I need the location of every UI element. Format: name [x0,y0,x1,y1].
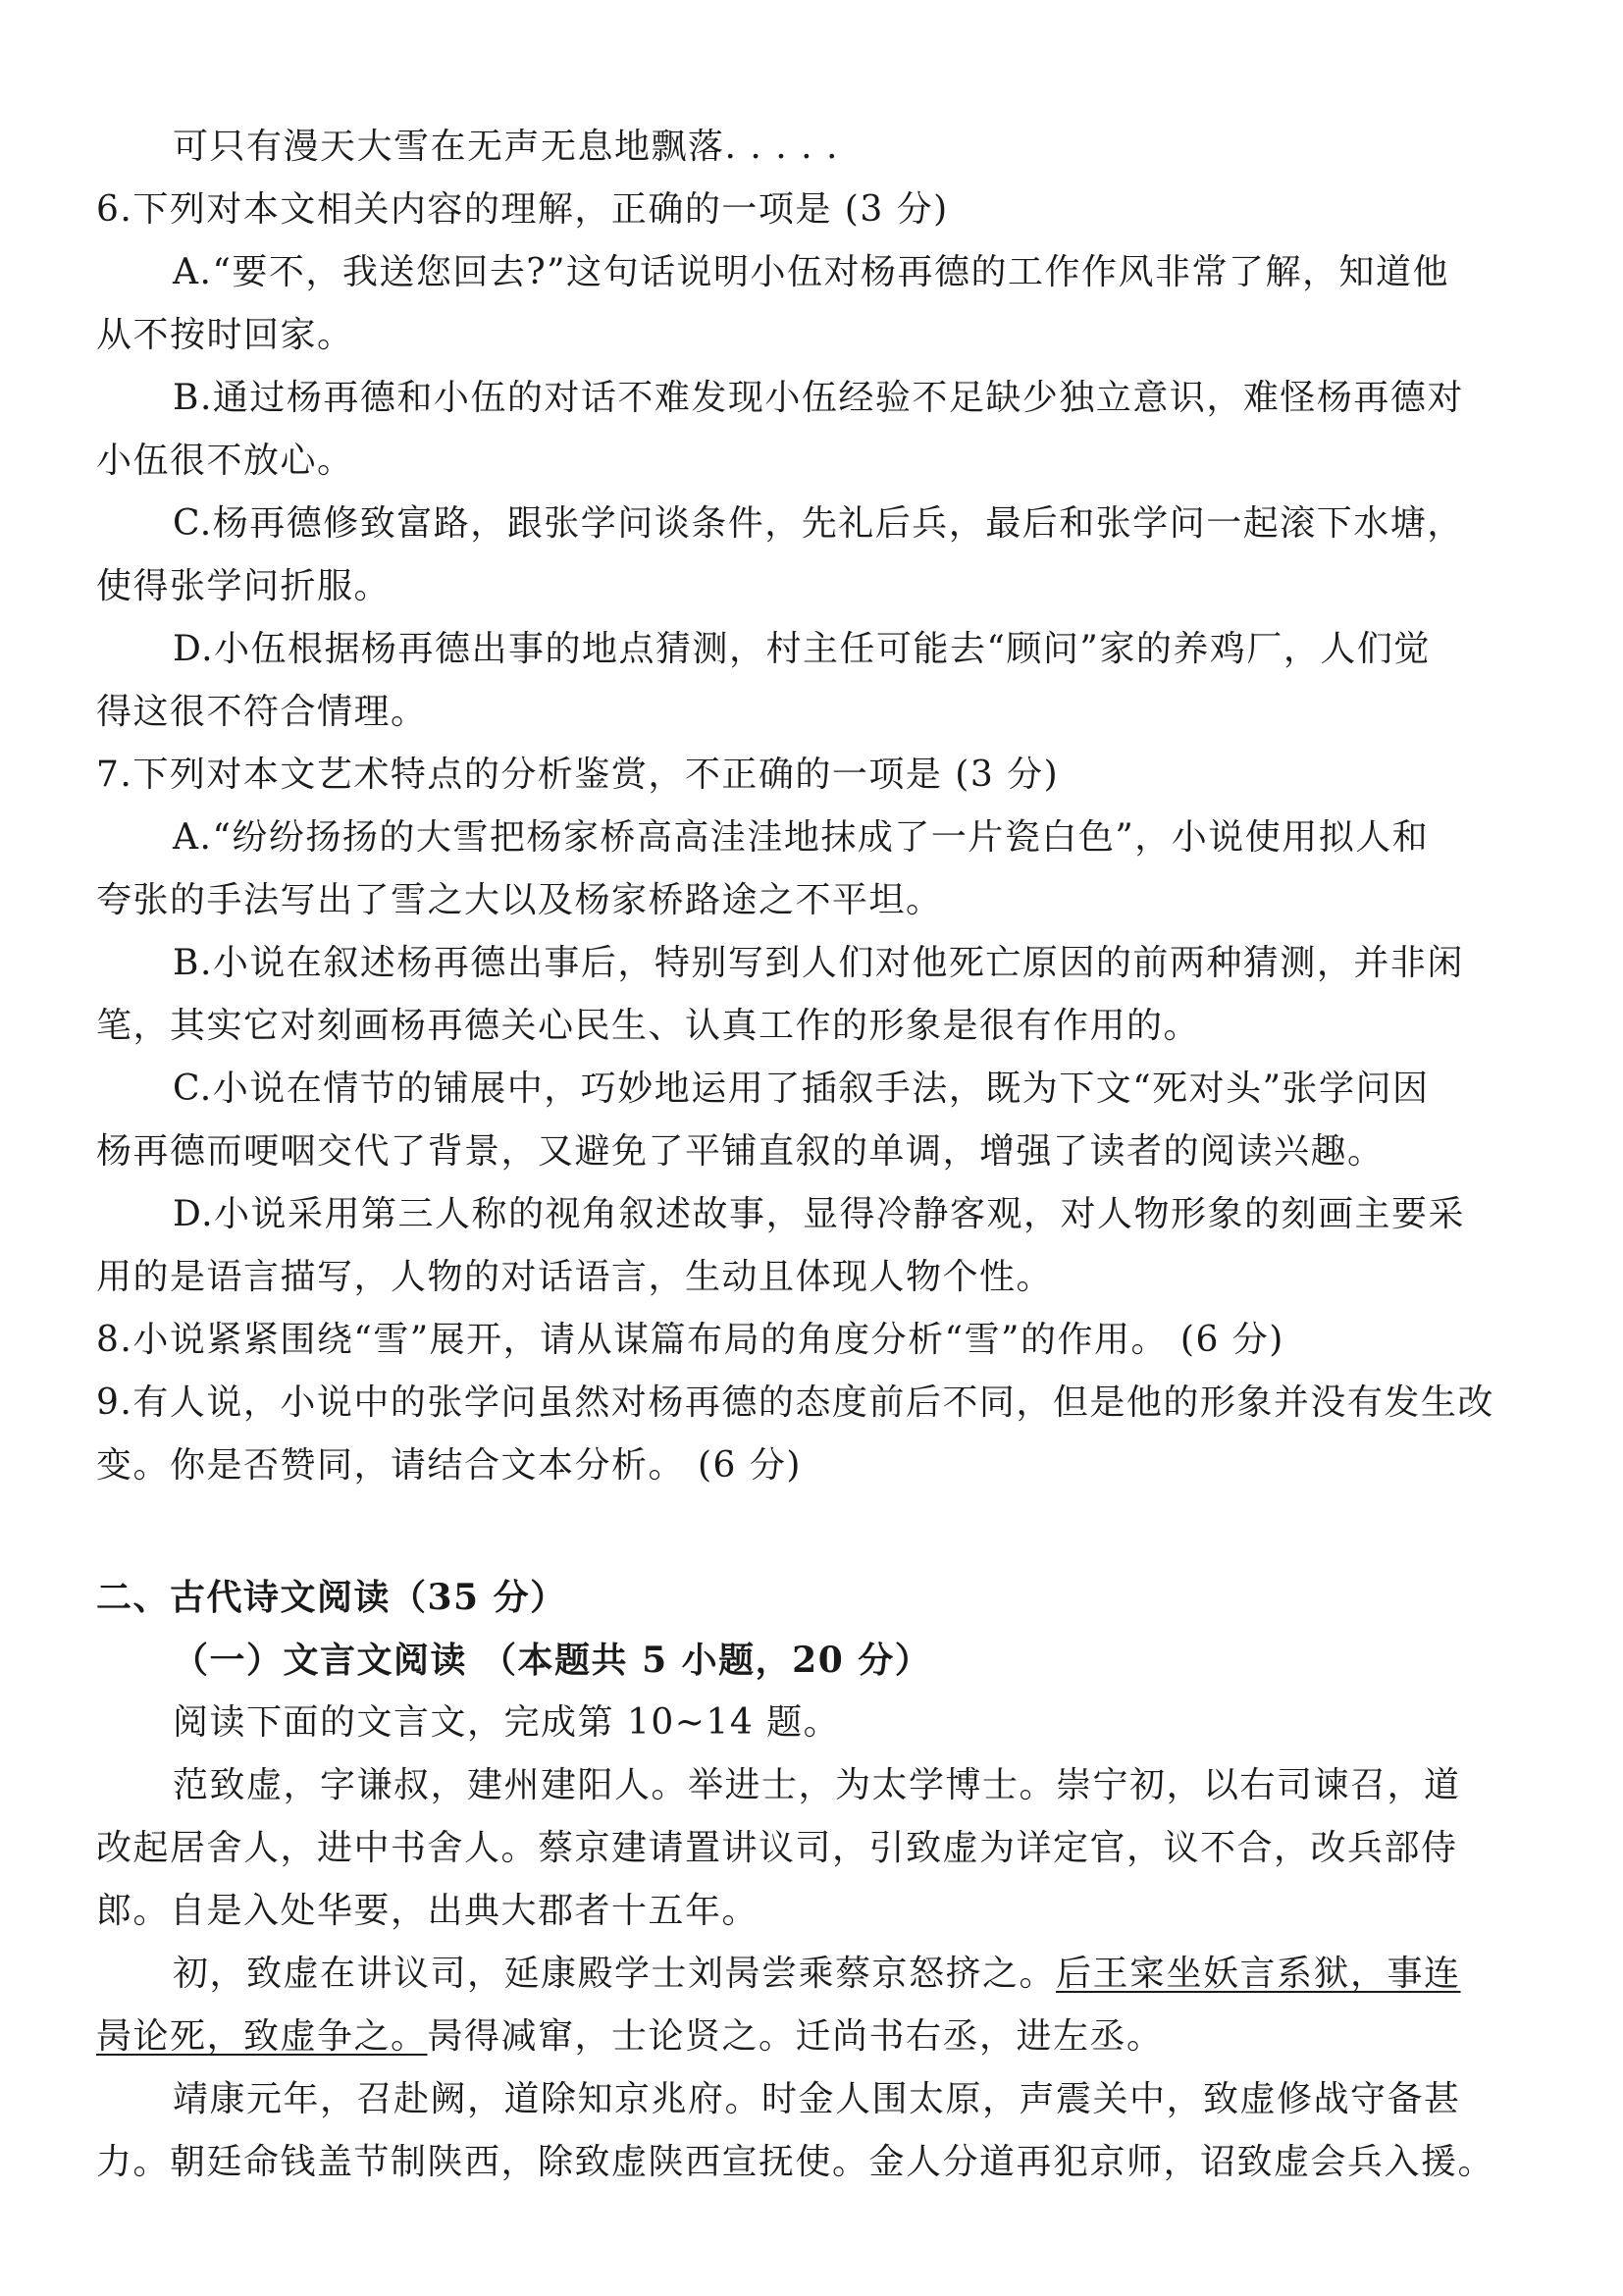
exam-page [96,116,1539,2194]
question-7-option-b: B.小说在叙述杨再德出事后，特别写到人们对他死亡原因的前两种猜测，并非闲 [173,943,1464,983]
section-2-subtitle: （一）文言文阅读 （本题共 5 小题，20 分） [173,1640,932,1681]
passage-p2-text: 初，致虚在讲议司，延康殿学士刘昺尝乘蔡京怒挤之。 [173,1954,1057,1994]
section-2-title: 二、古代诗文阅读（35 分） [96,1577,567,1618]
question-9-cont: 变。你是否赞同，请结合文本分析。 (6 分) [96,1445,802,1486]
question-6-option-a: A.“要不，我送您回去?”这句话说明小伍对杨再德的工作作风非常了解，知道他 [173,252,1450,292]
question-7-option-d-cont: 用的是语言描写，人物的对话语言，生动且体现人物个性。 [96,1257,1054,1297]
question-6-option-b-cont: 小伍很不放心。 [96,441,354,481]
question-6-option-d: D.小伍根据杨再德出事的地点猜测，村主任可能去“顾问”家的养鸡厂，人们觉 [173,629,1431,669]
question-8: 8.小说紧紧围绕“雪”展开，请从谋篇布局的角度分析“雪”的作用。 (6 分) [96,1320,1284,1360]
question-9: 9.有人说，小说中的张学问虽然对杨再德的态度前后不同，但是他的形象并没有发生改 [96,1383,1494,1423]
question-6-stem: 6.下列对本文相关内容的理解，正确的一项是 (3 分) [96,189,949,230]
underlined-sentence: 后王寀坐妖言系狱，事连 [1056,1954,1461,1994]
passage-p3-line2: 力。朝廷命钱盖节制陕西，除致虚陕西宣抚使。金人分道再犯京师，诏致虚会兵入援。 [96,2142,1495,2182]
underlined-sentence-cont: 昺论死，致虚争之。 [96,2016,428,2057]
question-6-option-c: C.杨再德修致富路，跟张学问谈条件，先礼后兵，最后和张学问一起滚下水塘， [173,503,1464,544]
story-closing-line: 可只有漫天大雪在无声无息地飘落. . . . . [173,127,839,167]
question-7-stem: 7.下列对本文艺术特点的分析鉴赏，不正确的一项是 (3 分) [96,755,1060,795]
question-6-option-d-cont: 得这很不符合情理。 [96,692,428,732]
section-2-instruction: 阅读下面的文言文，完成第 10~14 题。 [173,1702,841,1743]
passage-p2-line1 [96,1943,1539,2006]
question-7-option-b-cont: 笔，其实它对刻画杨再德关心民生、认真工作的形象是很有作用的。 [96,1006,1201,1046]
section-spacer [96,1497,1539,1566]
passage-p1-line2: 改起居舍人，进中书舍人。蔡京建请置讲议司，引致虚为详定官，议不合，改兵部侍 [96,1828,1458,1868]
question-7-option-d: D.小说采用第三人称的视角叙述故事，显得冷静客观，对人物形象的刻画主要采 [173,1194,1466,1234]
passage-p1-line1: 范致虚，字谦叔，建州建阳人。举进士，为太学博士。崇宁初，以右司谏召，道 [173,1765,1461,1805]
question-6-option-c-cont: 使得张学问折服。 [96,566,392,606]
question-7-option-c-cont: 杨再德而哽咽交代了背景，又避免了平铺直叙的单调，增强了读者的阅读兴趣。 [96,1131,1385,1172]
question-7-option-c: C.小说在情节的铺展中，巧妙地运用了插叙手法，既为下文“死对头”张学问因 [173,1069,1430,1109]
passage-p2-line2 [96,2006,1539,2068]
passage-p1-line3: 郎。自是入处华要，出典大郡者十五年。 [96,1891,759,1931]
question-7-option-a-cont: 夸张的手法写出了雪之大以及杨家桥路途之不平坦。 [96,880,943,920]
question-6-option-b: B.通过杨再德和小伍的对话不难发现小伍经验不足缺少独立意识，难怪杨再德对 [173,378,1464,418]
question-7-option-a: A.“纷纷扬扬的大雪把杨家桥高高洼洼地抹成了一片瓷白色”，小说使用拟人和 [173,817,1430,858]
passage-p2-text-cont: 昺得减窜，士论贤之。迁尚书右丞，进左丞。 [427,2016,1164,2057]
question-6-option-a-cont: 从不按时回家。 [96,315,354,355]
passage-p3-line1: 靖康元年，召赴阙，道除知京兆府。时金人围太原，声震关中，致虚修战守备甚 [173,2079,1461,2119]
